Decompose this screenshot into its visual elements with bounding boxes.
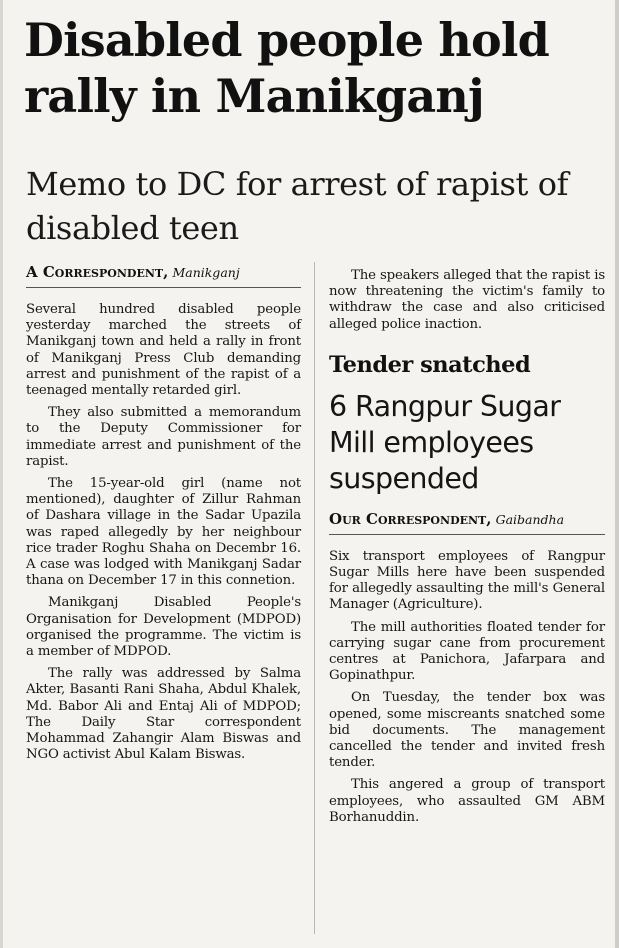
- byline-place: Manikganj: [172, 265, 240, 280]
- article-paragraph: The mill authorities floated tender for carrying sugar cane from procurement centres at Panichora, Jafarpara and Gopinathpur.: [329, 619, 605, 684]
- article-paragraph: They also submitted a memorandum to the Deputy Commissioner for immediate arrest and punishment of the rapist.: [26, 405, 301, 469]
- article-paragraph: The speakers alleged that the rapist is now threatening the victim's family to withdraw the case and also criticised alleged police inaction.: [329, 268, 605, 332]
- byline: [26, 262, 301, 284]
- article-paragraph: On Tuesday, the tender box was opened, some miscreants snatched some bid documents. The management cancelled the tender and invited fresh tender.: [329, 690, 605, 771]
- headline: Disabled people hold rally in Manikganj: [24, 13, 549, 123]
- subhead: Memo to DC for arrest of rapist of disabled teen: [26, 165, 569, 247]
- page-edge-right: [615, 0, 619, 948]
- article-paragraph: This angered a group of transport employees, who assaulted GM ABM Borhanuddin.: [329, 777, 605, 825]
- byline-name: Our Correspondent,: [329, 509, 492, 528]
- byline-rule: [329, 534, 605, 535]
- article-paragraph: Manikganj Disabled People's Organisation for Development (MDPOD) organised the programme. The victim is a member of MDPOD.: [26, 595, 301, 660]
- second-article-headline: 6 Rangpur Sugar Mill employees suspended: [329, 389, 561, 495]
- article-paragraph: Six transport employees of Rangpur Sugar Mills here have been suspended for allegedly assaulting the mill's General Manager (Agriculture).: [329, 548, 605, 613]
- article-column-left: [26, 262, 301, 938]
- article-paragraph: The rally was addressed by Salma Akter, Basanti Rani Shaha, Abdul Khalek, Md. Babor Ali and Entaj Ali of MDPOD; The Daily Star correspondent Mohammad Zahangir Alam Biswas and NGO activist Abul Kalam Biswas.: [26, 666, 301, 763]
- page-edge-left: [0, 0, 3, 948]
- article-paragraph: Several hundred disabled people yesterday marched the streets of Manikganj town and held a rally in front of Manikganj Press Club demanding arrest and punishment of the rapist of a teenaged mentally retarded girl.: [26, 302, 301, 399]
- article-paragraph: The 15-year-old girl (name not mentioned), daughter of Zillur Rahman of Dashara village in the Sadar Upazila was raped allegedly by her neighbour rice trader Roghu Shaha on Decembr 16. A case was lodged with Manikganj Sadar thana on December 17 in this connetion.: [26, 476, 301, 589]
- second-article-kicker: Tender snatched: [329, 351, 531, 378]
- byline-name: A Correspondent,: [26, 263, 169, 281]
- byline-place: Gaibandha: [495, 511, 565, 527]
- second-article-byline: [329, 509, 605, 531]
- column-divider: [314, 262, 315, 934]
- byline-rule: [26, 287, 301, 288]
- article-column-right: [329, 262, 605, 938]
